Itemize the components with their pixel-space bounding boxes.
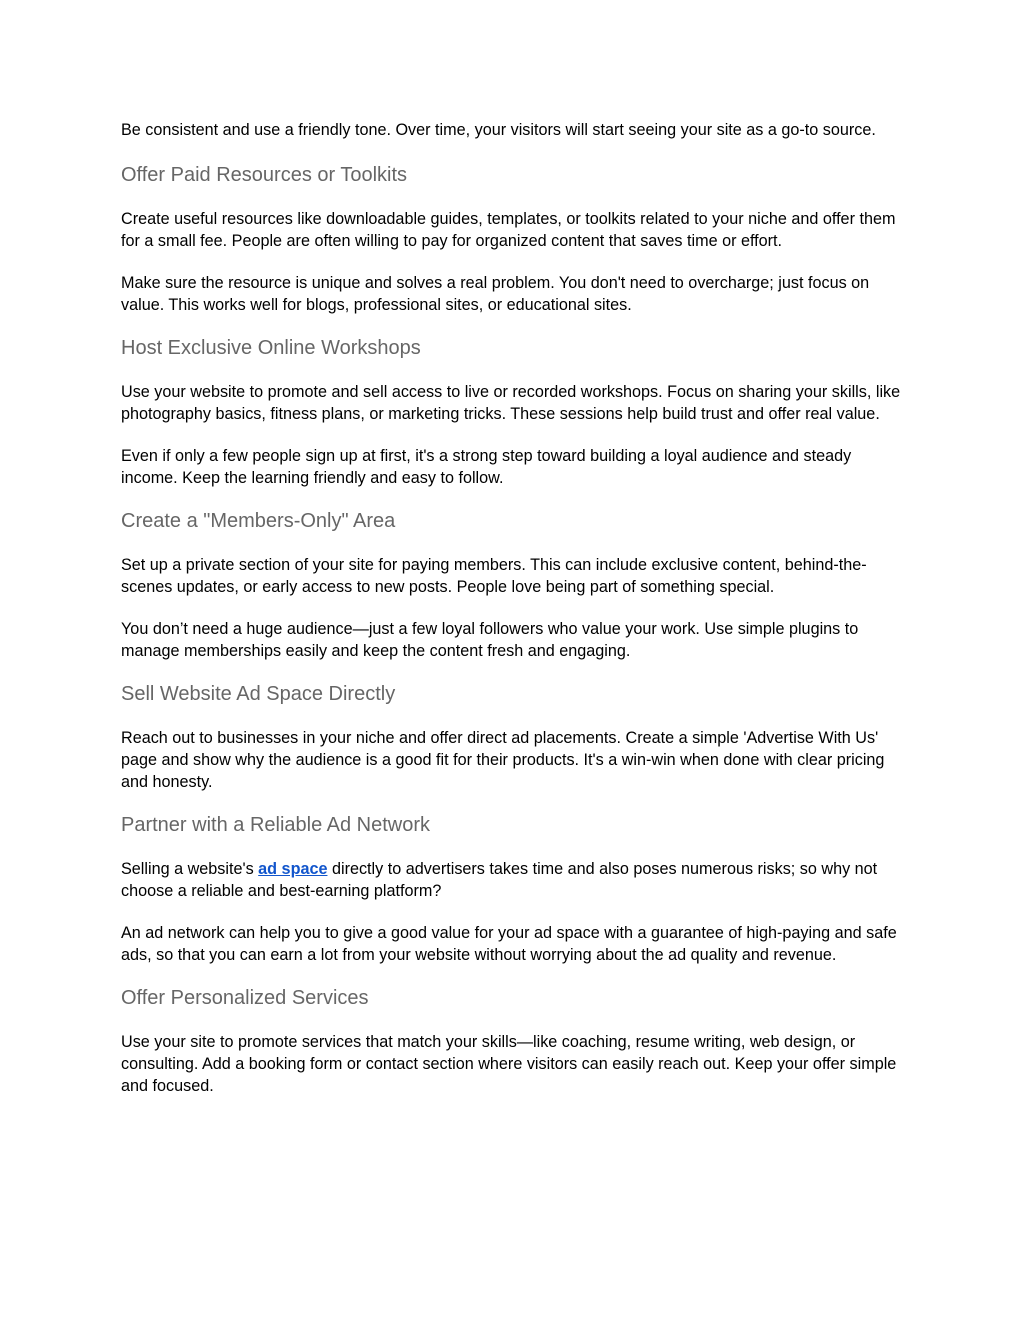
paragraph-members-only-2: You don’t need a huge audience—just a few loyal followers who value your work. Use simple plugins to manage memberships easily and keep the content fresh and engaging. (121, 620, 859, 660)
intro-paragraph: Be consistent and use a friendly tone. Over time, your visitors will start seeing your site as a go-to source. (121, 121, 876, 139)
ad-network-text-after-link: directly to advertisers takes time and also poses numerous risks; so why not choose a reliable and best-earning platform? (121, 860, 878, 900)
paragraph-online-workshops-1: Use your website to promote and sell access to live or recorded workshops. Focus on sharing your skills, like photography basics, fitness plans, or marketing tricks. These sessions help build trust and offer real value. (121, 383, 901, 423)
paragraph-members-only-1: Set up a private section of your site for paying members. This can include exclusive content, behind-the-scenes updates, or early access to new posts. People love being part of something special. (121, 556, 867, 596)
paragraph-online-workshops-2: Even if only a few people sign up at first, it's a strong step toward building a loyal audience and steady income. Keep the learning friendly and easy to follow. (121, 447, 852, 487)
heading-paid-resources: Offer Paid Resources or Toolkits (121, 164, 408, 186)
heading-ad-network: Partner with a Reliable Ad Network (121, 814, 431, 836)
heading-online-workshops: Host Exclusive Online Workshops (121, 337, 421, 359)
heading-personalized-services: Offer Personalized Services (121, 987, 369, 1009)
paragraph-personalized-services-1: Use your site to promote services that match your skills—like coaching, resume writing, web design, or consulting. Add a booking form or contact section where visitors can easily reach out. Keep your offer simple and focused. (121, 1033, 897, 1095)
heading-members-only: Create a "Members-Only" Area (121, 510, 396, 532)
paragraph-ad-network-1 (121, 858, 911, 902)
ad-space-link[interactable]: ad space (258, 860, 328, 878)
paragraph-paid-resources-1: Create useful resources like downloadable guides, templates, or toolkits related to your niche and offer them for a small fee. People are often willing to pay for organized content that saves time or effort. (121, 210, 896, 250)
paragraph-ad-space-1: Reach out to businesses in your niche and offer direct ad placements. Create a simple 'Advertise With Us' page and show why the audience is a good fit for their products. It's a win-win when done with clear pricing and honesty. (121, 729, 885, 791)
paragraph-ad-network-2: An ad network can help you to give a good value for your ad space with a guarantee of high-paying and safe ads, so that you can earn a lot from your website without worrying about the ad quality and revenue. (121, 924, 897, 964)
heading-ad-space: Sell Website Ad Space Directly (121, 683, 396, 705)
document-page (121, 108, 911, 1117)
paragraph-paid-resources-2: Make sure the resource is unique and solves a real problem. You don't need to overcharge; just focus on value. This works well for blogs, professional sites, or educational sites. (121, 274, 870, 314)
ad-network-text-before-link: Selling a website's (121, 860, 259, 878)
